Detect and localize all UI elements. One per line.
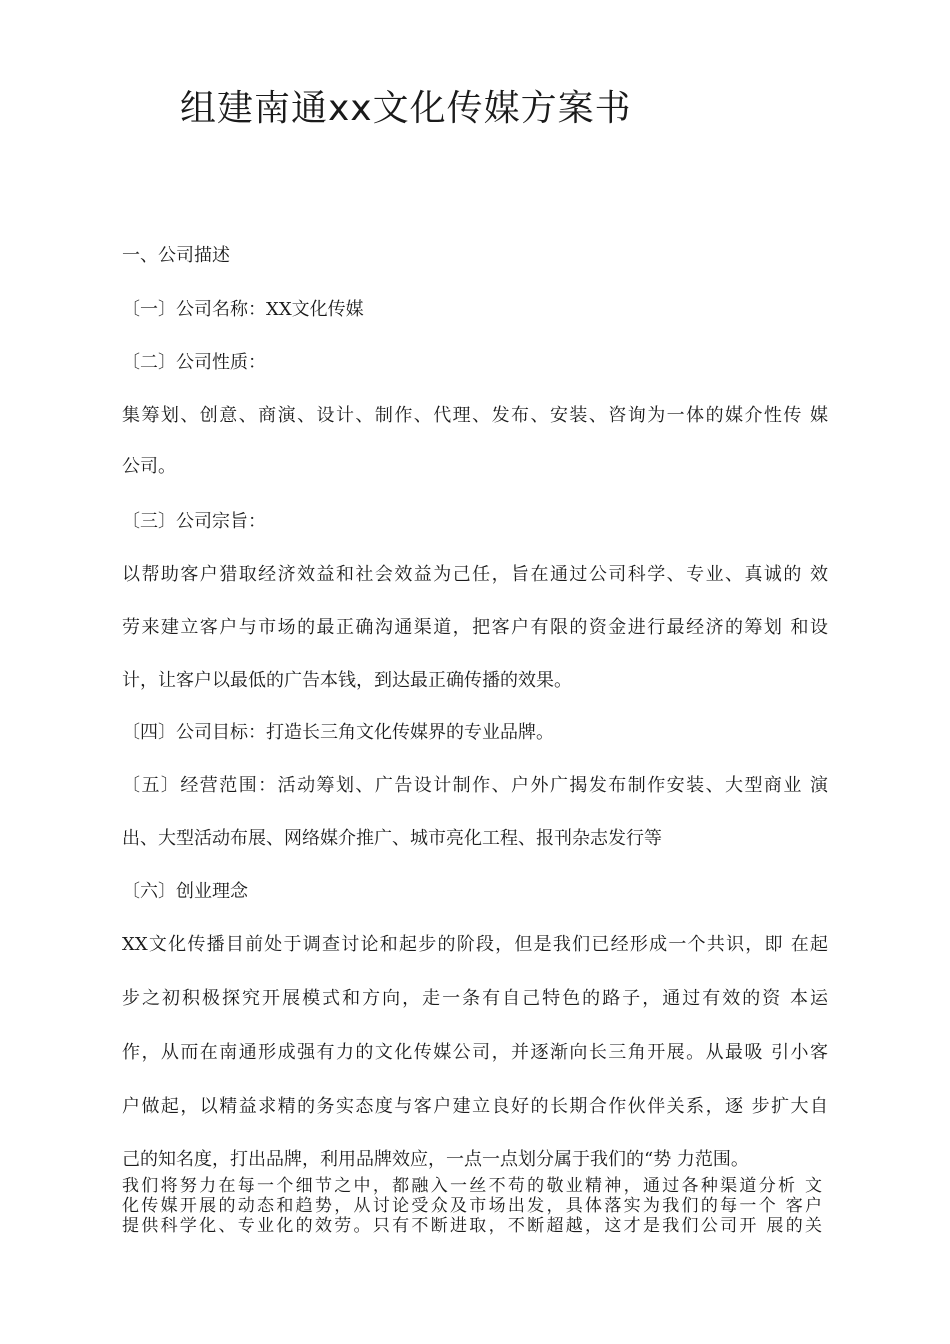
- paragraph-line: 户做起，以精益求精的务实态度与客户建立良好的长期合作伙伴关系，逐 步扩大自: [122, 1096, 828, 1117]
- paragraph-line: 〔六〕创业理念: [122, 881, 248, 902]
- paragraph-line: 提供科学化、专业化的效劳。只有不断进取，不断超越，这才是我们公司开 展的关: [122, 1216, 822, 1236]
- paragraph-line: 集筹划、创意、商演、设计、制作、代理、发布、安装、咨询为一体的媒介性传 媒: [122, 405, 828, 426]
- paragraph-line: 劳来建立客户与市场的最正确沟通渠道，把客户有限的资金进行最经济的筹划 和设: [122, 617, 828, 638]
- paragraph-line: 化传媒开展的动态和趋势，从讨论受众及市场出发，具体落实为我们的每一个 客户: [122, 1196, 822, 1216]
- paragraph-line: 以帮助客户猎取经济效益和社会效益为己任，旨在通过公司科学、专业、真诚的 效: [122, 564, 828, 585]
- dense-paragraph: [122, 1176, 822, 1236]
- paragraph-line: 我们将努力在每一个细节之中，都融入一丝不苟的敬业精神，通过各种渠道分析 文: [122, 1176, 822, 1196]
- paragraph-line: 〔五〕经营范围：活动筹划、广告设计制作、户外广揭发布制作安装、大型商业 演: [122, 775, 828, 796]
- paragraph-line: 〔一〕公司名称：XX文化传媒: [122, 299, 364, 320]
- paragraph-line: 〔三〕公司宗旨：: [122, 511, 266, 532]
- paragraph-line: 出、大型活动布展、网络媒介推广、城市亮化工程、报刊杂志发行等: [122, 828, 662, 849]
- paragraph-line: 步之初积极探究开展模式和方向，走一条有自己特色的路子，通过有效的资 本运: [122, 988, 828, 1009]
- document-title: 组建南通xx文化传媒方案书: [180, 88, 632, 129]
- paragraph-line: 〔二〕公司性质：: [122, 352, 266, 373]
- paragraph-line: XX文化传播目前处于调查讨论和起步的阶段，但是我们已经形成一个共识，即 在起: [122, 934, 828, 955]
- paragraph-line: 计，让客户以最低的广告本钱，到达最正确传播的效果。: [122, 670, 572, 691]
- section-heading: 一、公司描述: [122, 245, 230, 266]
- paragraph-line: 作，从而在南通形成强有力的文化传媒公司，并逐渐向长三角开展。从最吸 引小客: [122, 1042, 828, 1063]
- paragraph-line: 〔四〕公司目标：打造长三角文化传媒界的专业品牌。: [122, 722, 554, 743]
- paragraph-line: 己的知名度，打出品牌，利用品牌效应，一点一点划分属于我们的“势 力范围。: [122, 1149, 749, 1170]
- paragraph-line: 公司。: [122, 456, 176, 477]
